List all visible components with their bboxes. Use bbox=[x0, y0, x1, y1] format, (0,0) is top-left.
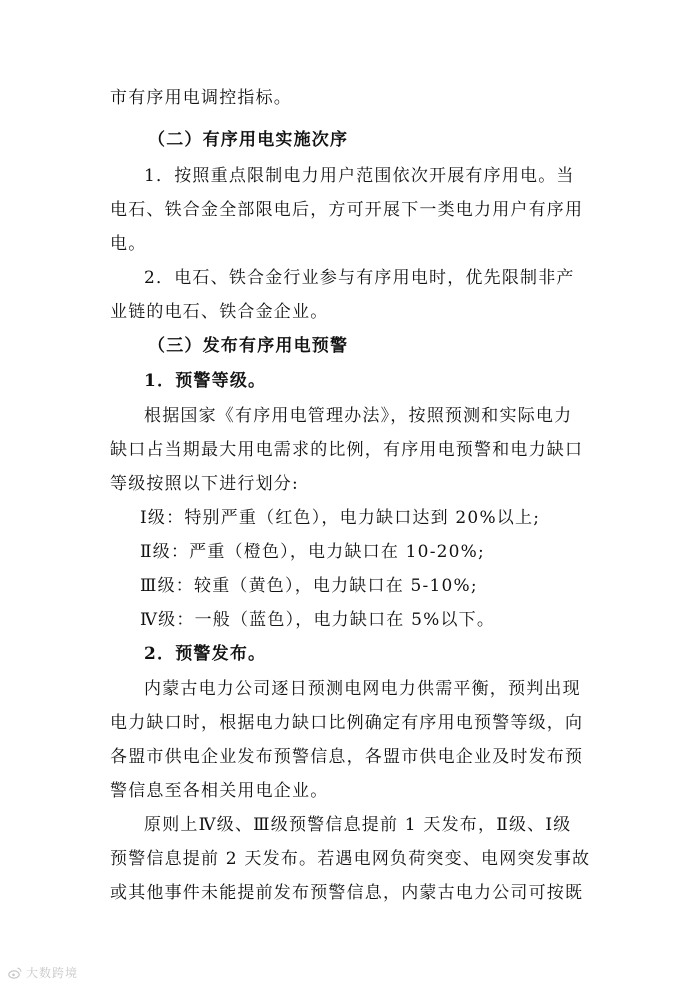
text-line-7: 业链的电石、铁合金企业。 bbox=[110, 302, 329, 322]
text-line-3: 1．按照重点限制电力用户范围依次开展有序用电。当 bbox=[144, 166, 575, 186]
text-line-6: 2．电石、铁合金行业参与有序用电时，优先限制非产 bbox=[144, 268, 575, 288]
section-heading-2: （二）有序用电实施次序 bbox=[148, 130, 349, 150]
text-line-4: 电石、铁合金全部限电后，方可开展下一类电力用户有序用 bbox=[110, 200, 584, 220]
text-line-1: 市有序用电调控指标。 bbox=[110, 88, 292, 108]
level-3-line: Ⅲ级：较重（黄色），电力缺口在 5-10%; bbox=[140, 576, 478, 596]
text-line-5: 电。 bbox=[110, 234, 147, 254]
level-2-line: Ⅱ级：严重（橙色），电力缺口在 10-20%; bbox=[140, 542, 485, 562]
text-line-19: 电力缺口时，根据电力缺口比例确定有序用电预警等级，向 bbox=[110, 713, 584, 733]
level-1-line: Ⅰ级：特别严重（红色），电力缺口达到 20%以上; bbox=[140, 508, 541, 528]
text-line-24: 或其他事件未能提前发布预警信息，内蒙古电力公司可按既 bbox=[110, 883, 584, 903]
subheading-warning-release: 2．预警发布。 bbox=[144, 644, 267, 664]
section-heading-3: （三）发布有序用电预警 bbox=[148, 336, 349, 356]
text-line-20: 各盟市供电企业发布预警信息，各盟市供电企业及时发布预 bbox=[110, 747, 584, 767]
text-line-22: 原则上Ⅳ级、Ⅲ级预警信息提前 1 天发布，Ⅱ级、Ⅰ级 bbox=[144, 815, 572, 835]
text-line-12: 等级按照以下进行划分: bbox=[110, 474, 299, 494]
text-line-21: 警信息至各相关用电企业。 bbox=[110, 781, 329, 801]
text-line-23: 预警信息提前 2 天发布。若遇电网负荷突变、电网突发事故 bbox=[110, 849, 591, 869]
subheading-warning-level: 1．预警等级。 bbox=[144, 371, 267, 391]
level-4-line: Ⅳ级：一般（蓝色），电力缺口在 5%以下。 bbox=[140, 610, 496, 630]
text-line-18: 内蒙古电力公司逐日预测电网电力供需平衡，预判出现 bbox=[144, 679, 581, 699]
text-line-10: 根据国家《有序用电管理办法》，按照预测和实际电力 bbox=[144, 406, 573, 426]
watermark-text: 大数跨境 bbox=[26, 966, 79, 980]
text-line-11: 缺口占当期最大用电需求的比例，有序用电预警和电力缺口 bbox=[110, 440, 584, 460]
weibo-icon bbox=[8, 967, 22, 979]
watermark bbox=[8, 964, 78, 981]
